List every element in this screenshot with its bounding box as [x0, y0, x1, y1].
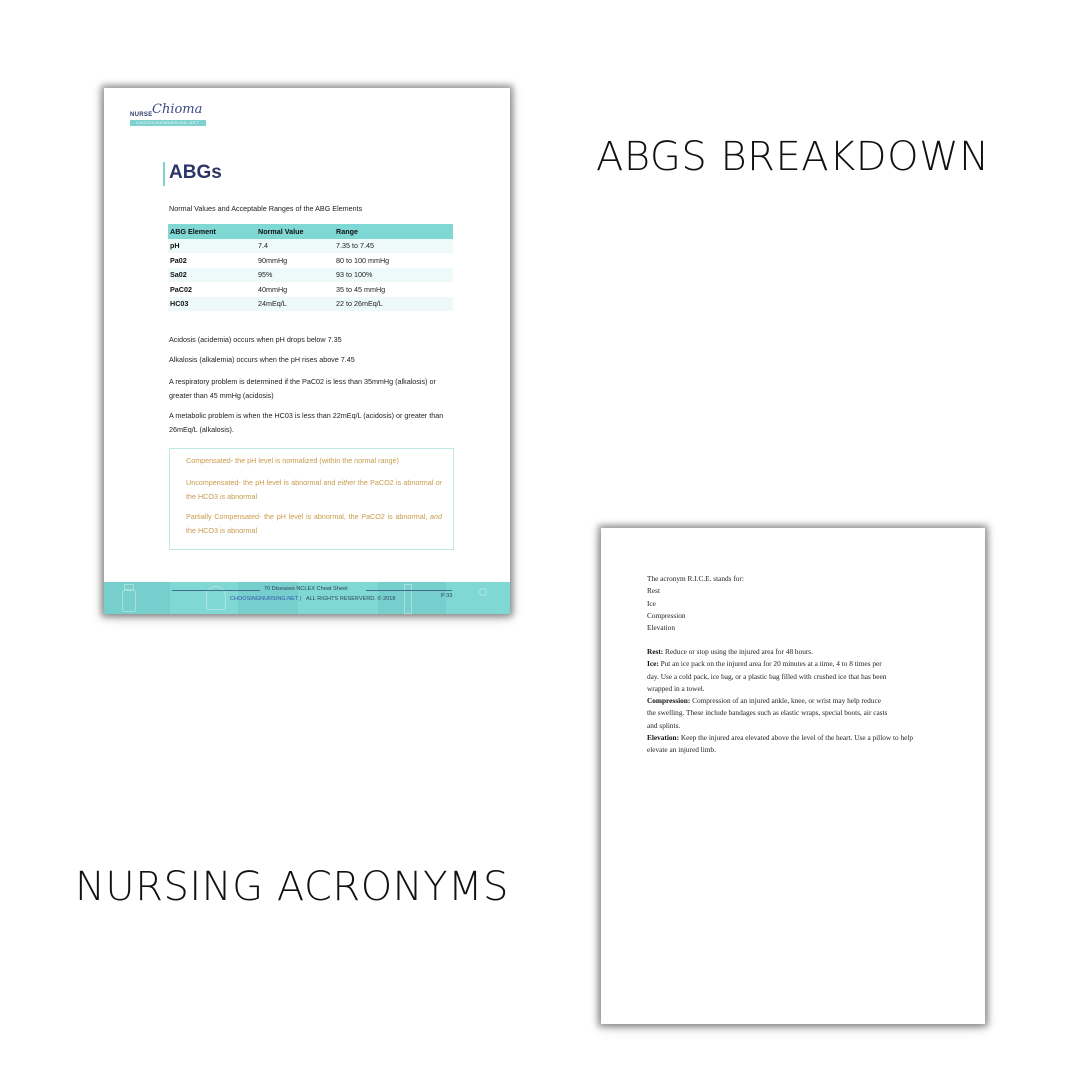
definition-line: the swelling. These include bandages such as elastic wraps, special boots, air casts	[647, 708, 888, 718]
and-emphasis: and	[430, 512, 442, 521]
list-item: Compression	[647, 610, 686, 620]
table-caption: Normal Values and Acceptable Ranges of the ABG Elements	[169, 204, 363, 213]
either-emphasis: either	[337, 478, 356, 487]
rice-details	[647, 646, 937, 757]
cell-range: 22 to 26mEq/L	[334, 297, 453, 312]
medicine-bottle-icon	[122, 590, 136, 612]
footer-pattern-panel	[104, 582, 170, 614]
cell-range: 80 to 100 mmHg	[334, 253, 453, 268]
table-header-row	[168, 224, 453, 239]
uncompensated-text-b: the PaCO2 is abnormal	[355, 478, 436, 487]
footer-copyright: ALL RIGHTS RESERVERD. © 2018	[306, 596, 396, 602]
rest-term: Rest:	[647, 647, 664, 656]
rice-acronym-document-page	[601, 528, 985, 1024]
uncompensated-definition	[186, 476, 442, 504]
or-emphasis: or	[435, 478, 442, 487]
compensated-definition: Compensated- the pH level is normalized (within the normal range)	[186, 456, 399, 465]
rice-lead: The acronym R.I.C.E. stands for:	[647, 574, 744, 583]
uncompensated-text-c: the HCO3 is abnormal	[186, 492, 258, 501]
metabolic-paragraph: A metabolic problem is when the HC03 is less than 22mEq/L (acidosis) or greater than 26mEq/L (alkalosis).	[169, 411, 444, 434]
definition-line: and splints.	[647, 720, 681, 730]
footer-rule-left	[172, 590, 260, 591]
table-row	[168, 239, 453, 254]
footer-separator: |	[300, 596, 302, 602]
cell-range: 93 to 100%	[334, 268, 453, 283]
partially-compensated-definition	[186, 510, 442, 538]
cell-element: Pa02	[168, 253, 256, 268]
list-item: Ice	[647, 598, 656, 608]
abgs-document-page	[104, 88, 510, 614]
partial-text-a: Partially Compensated- the pH level is abnormal, the PaCO2 is abnormal,	[186, 512, 430, 521]
table-row	[168, 253, 453, 268]
logo-nurse-text: NURSE	[130, 112, 153, 118]
partial-text-b: the HCO3 is abnormal	[186, 526, 258, 535]
compression-term: Compression:	[647, 696, 691, 706]
cell-range: 7.35 to 7.45	[334, 239, 453, 254]
respiratory-paragraph: A respiratory problem is determined if the PaC02 is less than 35mmHg (alkalosis) or greater than 45 mmHg (acidosis)	[169, 377, 436, 400]
header-abg-element: ABG Element	[168, 224, 256, 239]
abg-values-table	[168, 224, 453, 311]
footer-rule-right	[366, 590, 452, 591]
table-row	[168, 282, 453, 297]
page-number: P 33	[441, 593, 453, 599]
rice-intro	[647, 573, 744, 634]
elevation-term: Elevation:	[647, 733, 680, 743]
table-row	[168, 268, 453, 283]
footer-document-title: 70 Diseases NCLEX Cheat Sheet	[264, 586, 348, 592]
rest-definition	[647, 646, 937, 658]
heading-accent-bar	[163, 162, 165, 186]
compensation-box	[169, 448, 454, 550]
header-range: Range	[334, 224, 453, 239]
cell-element: Sa02	[168, 268, 256, 283]
cell-normal-value: 90mmHg	[256, 253, 334, 268]
definition-line: Compression of an injured ankle, knee, or wrist may help reduce	[690, 696, 881, 706]
acidosis-paragraph: Acidosis (acidemia) occurs when pH drops below 7.35	[169, 335, 342, 344]
cell-element: pH	[168, 239, 256, 254]
logo-site-band: CHOOSINGNURSING.NET	[130, 120, 206, 126]
thermometer-icon	[404, 584, 412, 614]
elevation-definition	[647, 732, 937, 744]
cell-range: 35 to 45 mmHg	[334, 282, 453, 297]
cell-normal-value: 24mEq/L	[256, 297, 334, 312]
alkalosis-paragraph: Alkalosis (alkalemia) occurs when the pH rises above 7.45	[169, 355, 355, 364]
table-row	[168, 297, 453, 312]
definition-line: Keep the injured area elevated above the level of the heart. Use a pillow to help	[679, 733, 914, 743]
page-footer	[104, 582, 510, 614]
footer-site-link[interactable]: CHOOSINGNURSING.NET	[230, 596, 299, 602]
cell-normal-value: 95%	[256, 268, 334, 283]
uncompensated-text-a: Uncompensated- the pH level is abnormal and	[186, 478, 338, 487]
abgs-breakdown-title: ABGS BREAKDOWN	[596, 134, 990, 180]
list-item: Elevation	[647, 623, 675, 633]
cell-element: HC03	[168, 297, 256, 312]
header-normal-value: Normal Value	[256, 224, 334, 239]
page-heading: ABGs	[169, 162, 222, 183]
ice-definition	[647, 658, 937, 670]
definition-line: wrapped in a towel.	[647, 683, 705, 693]
definition-line: elevate an injured limb.	[647, 745, 716, 755]
nursing-acronyms-title: NURSING ACRONYMS	[75, 864, 509, 910]
definition-line: day. Use a cold pack, ice bag, or a plastic bag filled with crushed ice that has been	[647, 671, 887, 681]
cell-element: PaC02	[168, 282, 256, 297]
person-icon	[479, 588, 487, 596]
compression-definition	[647, 695, 937, 707]
definition-line: Put an ice pack on the injured area for 20 minutes at a time, 4 to 8 times per	[658, 659, 882, 669]
nurse-chioma-logo	[130, 102, 206, 128]
list-item: Rest	[647, 586, 660, 596]
cell-normal-value: 7.4	[256, 239, 334, 254]
ice-term: Ice:	[647, 659, 659, 669]
definition-line: Reduce or stop using the injured area for 48 hours.	[663, 647, 813, 656]
logo-chioma-script: Chioma	[152, 102, 203, 117]
cell-normal-value: 40mmHg	[256, 282, 334, 297]
